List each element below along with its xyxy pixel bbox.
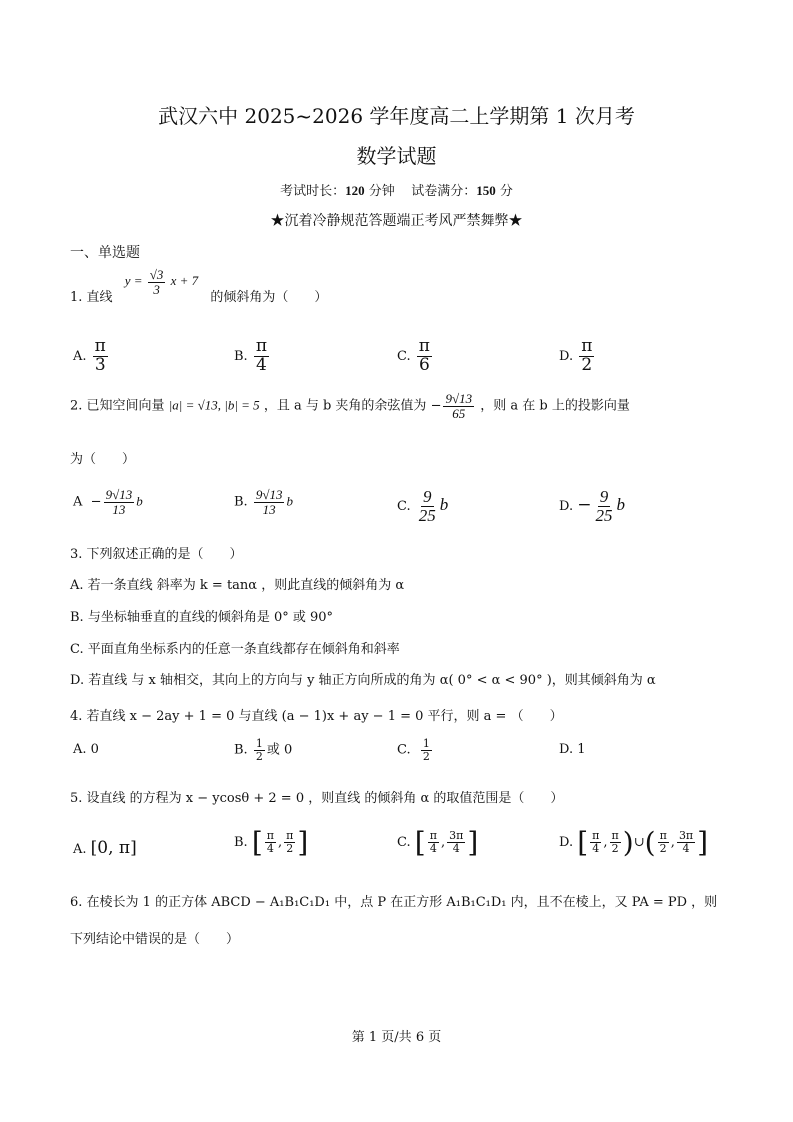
q4-opt-c-frac bbox=[421, 738, 432, 762]
q2-cos-frac bbox=[443, 392, 474, 420]
q3-option-a: A. 若一条直线 斜率为 k = tanα ，则此直线的倾斜角为 α bbox=[70, 578, 405, 593]
q2-cos-num: 9√13 bbox=[445, 391, 473, 406]
q1-opt-b-frac bbox=[254, 338, 269, 375]
q5-opt-c-label: C. bbox=[397, 835, 411, 850]
duration-value: 120 bbox=[345, 183, 365, 198]
meta-prefix1: 考试时长： bbox=[280, 184, 346, 199]
q1-opt-b-den: 4 bbox=[256, 354, 267, 375]
q1-opt-d-label: D. bbox=[559, 348, 574, 364]
q5-opt-b-label: B. bbox=[234, 835, 248, 850]
q5-opt-d-f4-den: 4 bbox=[682, 842, 690, 855]
q2-option-c bbox=[397, 488, 448, 525]
q2-cos-sign: − bbox=[430, 398, 442, 414]
q5-opt-d-frac2 bbox=[610, 830, 621, 854]
q2-opt-d-frac bbox=[593, 488, 614, 525]
q1-opt-b-label: B. bbox=[234, 348, 248, 364]
q4-opt-b-label: B. bbox=[234, 742, 248, 758]
q1-opt-b-num: π bbox=[255, 336, 268, 356]
page-footer: 第 1 页/共 6 页 bbox=[351, 1030, 442, 1045]
q1-eq-num: √3 bbox=[149, 267, 164, 282]
section-title: 一、单选题 bbox=[70, 245, 140, 261]
question-1 bbox=[70, 267, 328, 312]
q2-opt-b-frac bbox=[254, 488, 285, 516]
q3-option-d: D. 若直线 与 x 轴相交，其向上的方向与 y 轴正方向所成的角为 α( 0° < α < 90° )，则其倾斜角为 α bbox=[70, 673, 656, 688]
q2-opt-c-label: C. bbox=[397, 498, 411, 514]
q5-opt-a-label: A. bbox=[73, 842, 87, 857]
q2-opt-d-vec: b bbox=[616, 494, 625, 514]
q5-opt-b-left-bracket: [ bbox=[251, 826, 263, 859]
q5-opt-b-f2-num: π bbox=[286, 829, 294, 843]
q1-equation bbox=[125, 268, 198, 296]
q5-opt-d-f3-num: π bbox=[659, 829, 667, 843]
q5-opt-b-f1-den: 4 bbox=[266, 842, 274, 855]
score-value: 150 bbox=[476, 183, 496, 198]
q5-opt-c-f2-den: 4 bbox=[452, 842, 460, 855]
q5-opt-b-frac2 bbox=[284, 830, 295, 854]
q5-option-c: C. [ $\frac{\pi}{4}$ , $\frac{3\pi}{4}$ ] bbox=[397, 826, 479, 859]
q2-opt-d-den: 25 bbox=[595, 505, 613, 525]
q1-option-a bbox=[73, 338, 110, 375]
q2-opt-a-sign: − bbox=[90, 494, 102, 510]
q2-opt-c-frac bbox=[417, 488, 438, 525]
q2-option-b bbox=[234, 488, 293, 516]
q5-opt-d-frac1 bbox=[590, 830, 601, 854]
q5-opt-d-f4-num: 3π bbox=[678, 829, 694, 843]
q5-opt-d-f1-num: π bbox=[592, 829, 600, 843]
q1-eq-frac bbox=[148, 268, 166, 296]
q1-opt-d-frac bbox=[579, 338, 594, 375]
q4-option-b bbox=[234, 738, 292, 762]
q2-opt-b-label: B. bbox=[234, 494, 248, 510]
q4-opt-b-den: 2 bbox=[255, 749, 263, 763]
exam-meta bbox=[0, 180, 793, 199]
q5-opt-c-frac2 bbox=[447, 830, 465, 854]
q5-opt-c-frac1 bbox=[428, 830, 439, 854]
q1-opt-a-label: A. bbox=[73, 348, 87, 364]
q1-opt-a-den: 3 bbox=[94, 354, 106, 375]
q5-opt-d-f2-den: 2 bbox=[611, 842, 619, 855]
q5-opt-d-f3-den: 2 bbox=[659, 842, 667, 855]
q1-eq-den: 3 bbox=[153, 281, 160, 297]
q2-opt-b-num: 9√13 bbox=[255, 487, 283, 502]
q1-opt-c-frac bbox=[417, 338, 432, 375]
q5-opt-b-f2-den: 2 bbox=[286, 842, 294, 855]
q1-post: 的倾斜角为（ ） bbox=[210, 290, 328, 306]
q1-option-b bbox=[234, 338, 271, 375]
q2-opt-c-den: 25 bbox=[418, 505, 436, 525]
q2-opt-a-num: 9√13 bbox=[105, 487, 133, 502]
exam-subtitle: 数学试题 bbox=[356, 144, 437, 168]
q5-opt-d-bracket3: ( bbox=[644, 826, 656, 859]
q5-opt-d-bracket4: ] bbox=[697, 826, 709, 859]
q5-opt-c-f1-den: 4 bbox=[429, 842, 437, 855]
q5-option-a bbox=[73, 838, 137, 858]
q4-opt-b-num: 1 bbox=[255, 737, 263, 750]
q2-condition: |a| = √13, |b| = 5 bbox=[168, 397, 260, 413]
q2-opt-c-num: 9 bbox=[423, 487, 432, 506]
q6-line2: 下列结论中错误的是（ ） bbox=[70, 932, 240, 947]
q2-opt-d-num: 9 bbox=[599, 487, 609, 506]
q1-option-c bbox=[397, 338, 434, 375]
q2-opt-b-den: 13 bbox=[262, 501, 276, 517]
q1-eq-rhs: x + 7 bbox=[170, 273, 199, 289]
q5-opt-b-right-bracket: ] bbox=[297, 826, 309, 859]
exam-motto: ★沉着冷静规范答题端正考风严禁舞弊★ bbox=[270, 213, 523, 229]
q5-opt-c-left-bracket: [ bbox=[414, 826, 426, 859]
q5-opt-c-f2-num: 3π bbox=[449, 829, 464, 843]
q2-pre: 已知空间向量 bbox=[86, 398, 165, 414]
q2-cos-den: 65 bbox=[452, 405, 466, 421]
q1-opt-d-num: π bbox=[581, 336, 593, 356]
q5-opt-d-f2-num: π bbox=[611, 829, 619, 843]
q1-opt-c-num: π bbox=[418, 336, 430, 356]
q1-opt-c-den: 6 bbox=[418, 354, 430, 375]
q5-option-d: D. [ $\frac{\pi}{4}$ , $\frac{\pi}{2}$ )∪( $\frac{\pi}{2}$ , $\frac{3\pi}{4}$ ] bbox=[559, 826, 709, 859]
q2-option-d bbox=[559, 488, 625, 525]
q1-opt-d-den: 2 bbox=[581, 354, 593, 375]
q2-post: ，则 a 在 b 上的投影向量 bbox=[480, 398, 630, 414]
q2-opt-a-label: A bbox=[73, 494, 83, 510]
q5-opt-d-frac3 bbox=[658, 830, 669, 854]
q2-opt-c-vec: b bbox=[439, 494, 449, 514]
q1-opt-a-frac bbox=[93, 338, 108, 375]
q1-option-d bbox=[559, 338, 596, 375]
q2-opt-a-vec: b bbox=[136, 493, 143, 509]
q5-opt-d-bracket1: [ bbox=[577, 826, 589, 859]
q5-opt-d-bracket2: ) bbox=[622, 826, 634, 859]
q2-opt-d-sign: − bbox=[577, 494, 592, 515]
exam-title: 武汉六中 2025~2026 学年度高二上学期第 1 次月考 bbox=[158, 104, 635, 128]
q4-option-a: A. 0 bbox=[73, 742, 99, 757]
q5-opt-c-f1-num: π bbox=[429, 829, 437, 843]
q5-opt-d-f1-den: 4 bbox=[592, 842, 600, 855]
q4-opt-c-num: 1 bbox=[422, 737, 430, 750]
q3-option-b: B. 与坐标轴垂直的直线的倾斜角是 0° 或 90° bbox=[70, 610, 334, 625]
q4-opt-b-tail: 或 0 bbox=[266, 742, 293, 758]
q1-pre: 直线 bbox=[86, 290, 113, 306]
q2-opt-a-frac bbox=[104, 488, 135, 516]
q5-opt-c-right-bracket: ] bbox=[467, 826, 479, 859]
q1-opt-c-label: C. bbox=[397, 348, 411, 364]
q5-opt-a-value: [0, π] bbox=[90, 838, 137, 858]
meta-suffix1: 分钟 试卷满分： bbox=[364, 184, 477, 199]
q1-eq-lhs: y = bbox=[124, 273, 143, 289]
q5-option-b: B. [ $\frac{\pi}{4}$ , $\frac{\pi}{2}$ ] bbox=[234, 826, 309, 859]
q4-opt-b-frac bbox=[254, 738, 265, 762]
question-2 bbox=[70, 392, 630, 420]
q3-option-c: C. 平面直角坐标系内的任意一条直线都存在倾斜角和斜率 bbox=[70, 642, 400, 657]
q1-number: 1. bbox=[70, 290, 83, 306]
q4-option-c bbox=[397, 738, 434, 762]
q5-stem: 5. 设直线 的方程为 x − ycosθ + 2 = 0 ，则直线 的倾斜角 α 的取值范围是（ ） bbox=[70, 791, 564, 806]
q2-mid: ，且 a 与 b 夹角的余弦值为 bbox=[263, 398, 427, 414]
q2-line2: 为（ ） bbox=[70, 452, 136, 467]
q2-option-a bbox=[73, 488, 143, 516]
q5-opt-d-union: ∪ bbox=[633, 835, 645, 850]
q3-stem: 3. 下列叙述正确的是（ ） bbox=[70, 547, 243, 562]
q5-opt-d-label: D. bbox=[559, 835, 574, 850]
q4-opt-c-label: C. bbox=[397, 742, 411, 758]
meta-suffix2: 分 bbox=[495, 184, 513, 199]
q6-line1: 6. 在棱长为 1 的正方体 ABCD − A₁B₁C₁D₁ 中，点 P 在正方形 A₁B₁C₁D₁ 内，且不在棱上，又 PA = PD ，则 bbox=[70, 895, 718, 910]
q5-opt-b-f1-num: π bbox=[266, 829, 274, 843]
q4-stem: 4. 若直线 x − 2ay + 1 = 0 与直线 (a − 1)x + ay − 1 = 0 平行，则 a = （ ） bbox=[70, 709, 563, 724]
q2-number: 2. bbox=[70, 398, 83, 414]
q1-opt-a-num: π bbox=[94, 336, 106, 356]
q2-opt-a-den: 13 bbox=[112, 501, 126, 517]
q2-opt-b-vec: b bbox=[286, 493, 293, 509]
q4-opt-c-den: 2 bbox=[422, 749, 430, 763]
q5-opt-b-frac1 bbox=[265, 830, 276, 854]
q2-opt-d-label: D. bbox=[559, 498, 574, 514]
q4-option-d: D. 1 bbox=[559, 742, 586, 757]
q5-opt-d-frac4 bbox=[677, 830, 695, 854]
